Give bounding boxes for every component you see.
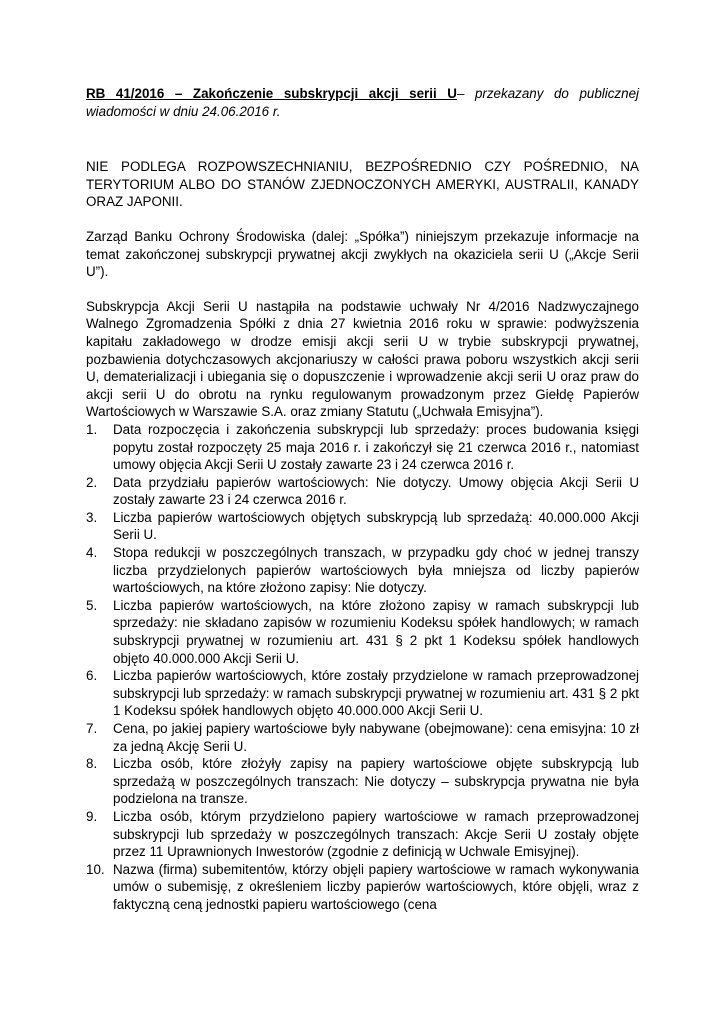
list-item-number: 8. bbox=[86, 756, 98, 772]
list-item bbox=[86, 421, 639, 474]
list-item-text: Cena, po jakiej papiery wartościowe były nabywane (obejmowane): cena emisyjna: 10 zł za jedną Akcję Serii U. bbox=[113, 721, 639, 754]
list-item-text: Liczba osób, które złożyły zapisy na papiery wartościowe objęte subskrypcją lub sprzedażą w poszczególnych transzach: Nie dotyczy – subskrypcja prywatna nie była podzielona na transze. bbox=[113, 756, 639, 807]
basis-paragraph: Subskrypcja Akcji Serii U nastąpiła na podstawie uchwały Nr 4/2016 Nadzwyczajnego Walnego Zgromadzenia Spółki z dnia 27 kwietnia 2016 roku w sprawie: podwyższenia kapitału zakładowego w drodze emisji akcji serii U w trybie subskrypcji prywatnej, pozbawienia dotychczasowych akcjonariuszy w całości prawa poboru wszystkich akcji serii U, dematerializacji i ubiegania się o dopuszczenie i wprowadzenie akcji serii U oraz praw do akcji serii U do obrotu na rynku regulowanym prowadzonym przez Giełdę Papierów Wartościowych w Warszawie S.A. oraz zmiany Statutu („Uchwała Emisyjna”). bbox=[86, 298, 639, 420]
list-item-text: Data przydziału papierów wartościowych: Nie dotyczy. Umowy objęcia Akcji Serii U zostały zawarte 23 i 24 czerwca 2016 r. bbox=[113, 474, 639, 508]
report-heading bbox=[86, 85, 639, 120]
list-item-text: Liczba papierów wartościowych, które zostały przydzielone w ramach przeprowadzonej subskrypcji lub sprzedaży: w ramach subskrypcji prywatnej w rozumieniu art. 431 § 2 pkt 1 Kodeksu spółek handlowych objęto 40.000.000 Akcji Serii U. bbox=[113, 668, 639, 719]
intro-paragraph: Zarząd Banku Ochrony Środowiska (dalej: „Spółka”) niniejszym przekazuje informacje na temat zakończonej subskrypcji prywatnej akcji zwykłych na okaziciela serii U („Akcje Serii U”). bbox=[86, 228, 639, 280]
list-item-text: Stopa redukcji w poszczególnych transzach, w przypadku gdy choć w jednej transzy liczba przydzielonych papierów wartościowych była mniejsza od liczby papierów wartościowych, na które złożono zapisy: Nie dotyczy. bbox=[113, 545, 639, 596]
list-item bbox=[86, 544, 639, 597]
list-item bbox=[86, 474, 639, 509]
list-item-number: 2. bbox=[86, 474, 98, 490]
list-item-text: Data rozpoczęcia i zakończenia subskrypcji lub sprzedaży: proces budowania księgi popytu został rozpoczęty 25 maja 2016 r. i zakończył się 21 czerwca 2016 r., natomiast umowy objęcia Akcji Serii U zostały zawarte 23 i 24 czerwca 2016 r. bbox=[113, 421, 639, 473]
list-item-number: 10. bbox=[86, 861, 105, 877]
list-item-number: 7. bbox=[86, 721, 98, 736]
document-page bbox=[86, 85, 639, 914]
list-item bbox=[86, 861, 639, 914]
distribution-notice: NIE PODLEGA ROZPOWSZECHNIANIU, BEZPOŚREDNIO CZY POŚREDNIO, NA TERYTORIUM ALBO DO STANÓW ZJEDNOCZONYCH AMERYKI, AUSTRALII, KANADY ORAZ JAPONII. bbox=[86, 159, 639, 210]
list-item bbox=[86, 808, 639, 861]
list-item-text: Nazwa (firma) subemitentów, którzy objęli papiery wartościowe w ramach wykonywania umów o subemisję, z określeniem liczby papierów wartościowych, które objęli, wraz z faktyczną ceną jednostki papieru wartościowego (cena bbox=[113, 861, 639, 912]
list-item-number: 1. bbox=[86, 421, 98, 437]
list-item-number: 3. bbox=[86, 509, 98, 525]
report-subtitle: – przekazany do publicznej wiadomości w dniu 24.06.2016 r. bbox=[86, 86, 639, 119]
list-item-text: Liczba papierów wartościowych objętych subskrypcją lub sprzedażą: 40.000.000 Akcji Serii U. bbox=[113, 509, 639, 543]
list-item bbox=[86, 667, 639, 720]
list-item bbox=[86, 597, 639, 667]
list-item-number: 4. bbox=[86, 545, 98, 561]
report-title: RB 41/2016 – Zakończenie subskrypcji akcji serii U bbox=[86, 86, 457, 101]
list-item bbox=[86, 720, 639, 755]
list-item-text: Liczba osób, którym przydzielono papiery wartościowe w ramach przeprowadzonej subskrypcji lub sprzedaży w poszczególnych transzach: Akcje Serii U zostały objęte przez 11 Uprawnionych Inwestorów (zgodnie z definicją w Uchwale Emisyjnej). bbox=[113, 808, 639, 860]
list-item bbox=[86, 509, 639, 544]
list-item-number: 6. bbox=[86, 668, 98, 684]
info-list bbox=[86, 421, 639, 914]
list-item-number: 5. bbox=[86, 597, 98, 613]
list-item-text: Liczba papierów wartościowych, na które złożono zapisy w ramach subskrypcji lub sprzedaży: nie składano zapisów w rozumieniu Kodeksu spółek handlowych; w ramach subskrypcji prywatnej w rozumieniu art. 431 § 2 pkt 1 Kodeksu spółek handlowych objęto 40.000.000 Akcji Serii U. bbox=[113, 597, 639, 666]
list-item bbox=[86, 755, 639, 808]
list-item-number: 9. bbox=[86, 808, 98, 824]
